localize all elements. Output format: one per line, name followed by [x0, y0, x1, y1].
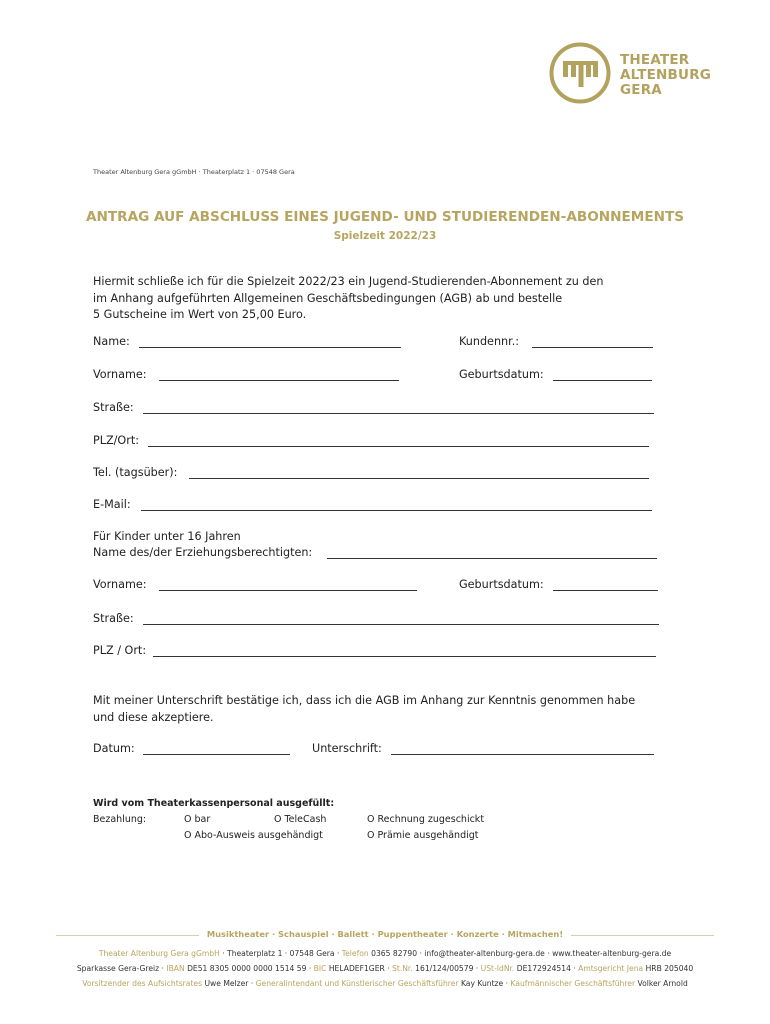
footer-segment: Uwe Melzer ·	[202, 979, 256, 988]
kundennr-field[interactable]	[532, 347, 653, 348]
guardian-geburtsdatum-field[interactable]	[553, 590, 658, 591]
footer-segment: IBAN	[166, 964, 185, 973]
guardian-vorname-field[interactable]	[159, 590, 417, 591]
document-subtitle: Spielzeit 2022/23	[333, 230, 437, 242]
logo-line-2: ALTENBURG	[620, 67, 712, 83]
guardian-name-field[interactable]	[327, 558, 657, 559]
footer-segment: 0365 82790 · info@theater-altenburg-gera.de · www.theater-altenburg-gera.de	[368, 949, 672, 958]
option-rechnung[interactable]: O Rechnung zugeschickt	[367, 814, 485, 825]
guardian-strasse-field[interactable]	[143, 624, 659, 625]
theater-logo-icon	[549, 42, 611, 104]
vorname-field[interactable]	[159, 380, 399, 381]
plz-ort-field[interactable]	[148, 446, 649, 447]
footer-segment: Kaufmännischer Geschäftsführer	[510, 979, 636, 988]
geburtsdatum-label: Geburtsdatum:	[459, 368, 544, 381]
unterschrift-field[interactable]	[391, 754, 654, 755]
document-title: ANTRAG AUF ABSCHLUSS EINES JUGEND- UND STUDIERENDEN-ABONNEMENTS	[85, 209, 685, 225]
confirmation-text	[93, 693, 635, 726]
footer-segment: DE172924514 ·	[514, 964, 579, 973]
office-section-title: Wird vom Theaterkassenpersonal ausgefüllt:	[93, 798, 335, 809]
option-praemie[interactable]: O Prämie ausgehändigt	[367, 830, 479, 841]
strasse-field[interactable]	[143, 413, 654, 414]
bezahlung-label: Bezahlung:	[93, 814, 147, 825]
kundennr-label: Kundennr.:	[459, 335, 520, 348]
unterschrift-label: Unterschrift:	[312, 742, 382, 755]
footer-segment: St.Nr.	[392, 964, 413, 973]
option-bar[interactable]: O bar	[184, 814, 211, 825]
tel-field[interactable]	[189, 478, 649, 479]
guardian-plz-ort-field[interactable]	[153, 656, 656, 657]
vorname-label: Vorname:	[93, 368, 147, 381]
confirmation-line: und diese akzeptiere.	[93, 710, 214, 724]
footer-genres-text: Musiktheater · Schauspiel · Ballett · Puppentheater · Konzerte · Mitmachen!	[199, 929, 571, 939]
guardian-geburtsdatum-label: Geburtsdatum:	[459, 578, 544, 591]
intro-line: Hiermit schließe ich für die Spielzeit 2022/23 ein Jugend-Studierenden-Abonnement zu den	[93, 275, 604, 288]
name-label: Name:	[93, 335, 130, 348]
footer-segment: Telefon	[341, 949, 369, 958]
footer-line-1	[0, 949, 770, 958]
tel-label: Tel. (tagsüber):	[93, 466, 178, 479]
footer-segment: DE51 8305 0000 0000 1514 59 ·	[184, 964, 314, 973]
theater-logo	[549, 42, 729, 104]
email-field[interactable]	[141, 510, 652, 511]
footer-line-3	[0, 979, 770, 988]
confirmation-line: Mit meiner Unterschrift bestätige ich, dass ich die AGB im Anhang zur Kenntnis genommen habe	[93, 694, 636, 707]
footer-segment: 161/124/00579 ·	[412, 964, 481, 973]
footer-segment: Amtsgericht Jena	[578, 964, 644, 973]
plz-ort-label: PLZ/Ort:	[93, 434, 139, 447]
logo-line-3: GERA	[620, 82, 662, 98]
footer-segment: Vorsitzender des Aufsichtsrates	[82, 979, 203, 988]
name-field[interactable]	[139, 347, 401, 348]
footer-segment: HRB 205040	[643, 964, 694, 973]
guardian-strasse-label: Straße:	[93, 612, 134, 625]
footer-segment: · Theaterplatz 1 · 07548 Gera ·	[219, 949, 342, 958]
footer-segment: BIC	[313, 964, 327, 973]
intro-line: im Anhang aufgeführten Allgemeinen Geschäftsbedingungen (AGB) ab und bestelle	[93, 291, 563, 305]
strasse-label: Straße:	[93, 401, 134, 414]
geburtsdatum-field[interactable]	[553, 380, 652, 381]
option-abo-ausweis[interactable]: O Abo-Ausweis ausgehändigt	[184, 830, 323, 841]
option-telecash[interactable]: O TeleCash	[274, 814, 327, 825]
footer-segment: Volker Arnold	[635, 979, 688, 988]
guardian-note: Für Kinder unter 16 Jahren	[93, 530, 241, 543]
footer-segment: Generalintendant und Künstlerischer Geschäftsführer	[255, 979, 459, 988]
sender-address: Theater Altenburg Gera gGmbH · Theaterplatz 1 · 07548 Gera	[93, 168, 295, 176]
footer-segment: Kay Kuntze ·	[458, 979, 511, 988]
intro-line: 5 Gutscheine im Wert von 25,00 Euro.	[93, 308, 307, 321]
footer-segment: HELADEF1GER ·	[326, 964, 393, 973]
datum-field[interactable]	[143, 754, 290, 755]
footer-segment: Theater Altenburg Gera gGmbH	[98, 949, 220, 958]
email-label: E-Mail:	[93, 498, 131, 511]
footer-genres	[0, 929, 770, 939]
footer-segment: Sparkasse Gera-Greiz ·	[76, 964, 167, 973]
guardian-name-label: Name des/der Erziehungsberechtigten:	[93, 546, 313, 559]
intro-text	[93, 274, 603, 324]
guardian-vorname-label: Vorname:	[93, 578, 147, 591]
logo-line-1: THEATER	[620, 52, 690, 68]
guardian-plz-ort-label: PLZ / Ort:	[93, 644, 147, 657]
footer-line-2	[0, 964, 770, 973]
theater-logo-text	[620, 53, 711, 98]
footer-segment: USt-IdNr.	[480, 964, 515, 973]
datum-label: Datum:	[93, 742, 135, 755]
